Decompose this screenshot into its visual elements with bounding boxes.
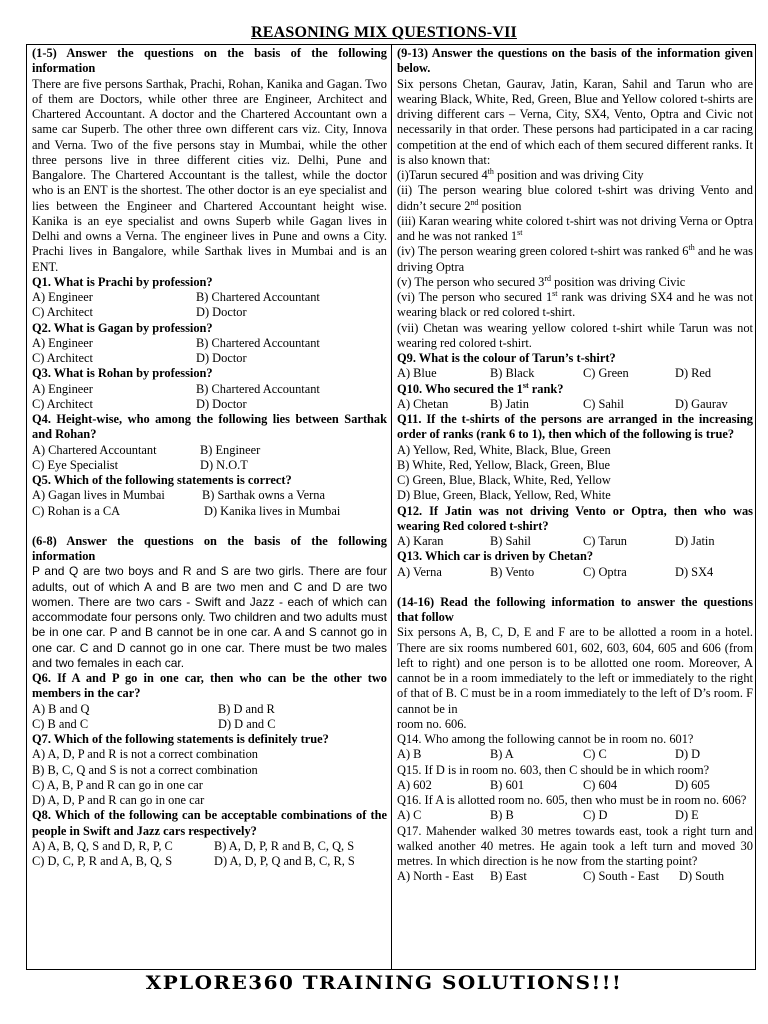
- option: C) Rohan is a CA: [32, 503, 121, 518]
- clue-3: (iii) Karan wearing white colored t-shirt was not driving Verna or Optra and he was not ranked 1st: [397, 213, 753, 243]
- question-11: Q11. If the t-shirts of the persons are arranged in the increasing order of ranks (rank 6 to 1), then which of the following is true?: [397, 412, 753, 442]
- option: D) A, D, P, Q and B, C, R, S: [214, 854, 355, 868]
- question-3-options-row1: [32, 382, 387, 397]
- question-15: Q15. If D is in room no. 603, then C should be in which room?: [397, 762, 710, 777]
- question-4: Q4. Height-wise, who among the following lies between Sarthak and Rohan?: [32, 412, 387, 442]
- question-16: Q16. If A is allotted room no. 605, then who must be in room no. 606?: [397, 793, 747, 807]
- question-2: Q2. What is Gagan by profession?: [32, 320, 213, 335]
- question-9-options: [397, 366, 753, 381]
- question-12: Q12. If Jatin was not driving Vento or Optra, then who was wearing Red colored t-shirt?: [397, 503, 753, 533]
- option: B) Chartered Accountant: [196, 335, 320, 350]
- option: A) Engineer: [32, 335, 93, 350]
- option: B) B, C, Q and S is not a correct combination: [32, 762, 258, 777]
- option: D) D and C: [218, 716, 276, 731]
- option: B) 601: [490, 777, 525, 792]
- option: C) Architect: [32, 305, 93, 320]
- option: B) Jatin: [490, 396, 529, 411]
- question-15-options: [397, 778, 753, 793]
- content-frame: [26, 44, 756, 970]
- option: B) A, D, P, R and B, C, Q, S: [214, 838, 355, 853]
- section-4-heading: (14-16) Read the following information to answer the questions that follow: [397, 594, 753, 624]
- section-3-heading: (9-13) Answer the questions on the basis of the information given below.: [397, 46, 753, 76]
- question-3-options-row2: [32, 397, 387, 412]
- question-4-options-row2: [32, 458, 387, 473]
- option: D) 605: [675, 777, 710, 792]
- option: D) Doctor: [196, 305, 247, 320]
- question-2-options-row1: [32, 336, 387, 351]
- section-1-passage: There are five persons Sarthak, Prachi, Rohan, Kanika and Gagan. Two of them are Doctors, while other three are Engineer, Architect and Chartered Accountant. A doctor and the Chartered Accountant own a same car Superb. The other three own different cars viz. City, Innova and Verna. Two of the five persons stay in Mumbai, while the other three persons live in three different cities viz. Delhi, Pune and Bangalore. The Chartered Accountant is the tallest, while the doctor who is an ENT is the shortest. The other doctor is an eye specialist and lies between the Engineer and Chartered Accountant height wise. Kanika is an eye specialist and owns Superb while Gagan lives in Delhi and owns a Verna. The engineer lives in Pune and owns a City. Prachi lives in Bangalore, while Sarthak lives in Mumbai and is an ENT.: [32, 76, 387, 274]
- clue-4: (iv) The person wearing green colored t-shirt was ranked 6th and he was driving Optra: [397, 243, 753, 274]
- option: B) Chartered Accountant: [196, 381, 320, 396]
- option: A) Yellow, Red, White, Black, Blue, Green: [397, 442, 611, 457]
- question-5-options-row1: [32, 488, 387, 503]
- question-10: Q10. Who secured the 1st rank?: [397, 380, 564, 396]
- question-1: Q1. What is Prachi by profession?: [32, 274, 213, 289]
- option: B) White, Red, Yellow, Black, Green, Blue: [397, 457, 611, 472]
- option: C) C: [583, 747, 607, 762]
- option: C) Optra: [583, 564, 627, 579]
- question-8-options-row2: [32, 854, 387, 869]
- option: A) B: [397, 747, 422, 762]
- question-8: Q8. Which of the following can be acceptable combinations of the people in Swift and Jazz cars respectively?: [32, 808, 387, 838]
- option: C) Architect: [32, 396, 93, 411]
- option: C) Sahil: [583, 396, 624, 411]
- option: D) SX4: [675, 564, 714, 579]
- question-17: Q17. Mahender walked 30 metres towards east, took a right turn and walked another 40 metres. He again took a left turn and moved 30 metres. In which direction is he now from the starting point?: [397, 823, 753, 868]
- question-17-options: [397, 869, 753, 884]
- option: D) South: [679, 869, 725, 884]
- question-12-options: [397, 534, 753, 549]
- question-3: Q3. What is Rohan by profession?: [32, 366, 213, 381]
- section-4-passage: Six persons A, B, C, D, E and F are to be allotted a room in a hotel. There are six rooms numbered 601, 602, 603, 604, 605 and 606 (from left to right) and one person is to be allotted one room. Moreover, A cannot be in a room immediately to the left or immediately to the right of that of B. C must be in a room immediately to the left of D’s room. F cannot be in: [397, 625, 753, 716]
- right-column: [392, 45, 757, 969]
- question-5: Q5. Which of the following statements is correct?: [32, 473, 292, 487]
- option: D) Gaurav: [675, 396, 728, 411]
- section-1-heading: (1-5) Answer the questions on the basis of the following information: [32, 46, 387, 76]
- option: A) A, B, Q, S and D, R, P, C: [32, 838, 173, 853]
- option: B) A: [490, 747, 514, 762]
- question-4-options-row1: [32, 443, 387, 458]
- option: A) North - East: [397, 869, 474, 884]
- option: D) Kanika lives in Mumbai: [204, 503, 341, 518]
- option: A) Engineer: [32, 381, 93, 396]
- option: C) Green, Blue, Black, White, Red, Yellow: [397, 473, 611, 487]
- question-2-options-row2: [32, 351, 387, 366]
- option: C) Tarun: [583, 534, 627, 548]
- option: A) Blue: [397, 366, 437, 381]
- question-6-options-row1: [32, 702, 387, 717]
- option: A) Chartered Accountant: [32, 442, 157, 457]
- clue-1: (i)Tarun secured 4th position and was driving City: [397, 166, 644, 182]
- option: A) Karan: [397, 534, 444, 548]
- option: D) Doctor: [196, 351, 247, 365]
- option: A) Gagan lives in Mumbai: [32, 488, 165, 503]
- option: B) Sarthak owns a Verna: [202, 488, 325, 503]
- question-16-options: [397, 808, 753, 823]
- page-title: REASONING MIX QUESTIONS-VII: [251, 24, 517, 41]
- question-14: Q14. Who among the following cannot be in room no. 601?: [397, 732, 694, 746]
- option: B) Engineer: [200, 442, 261, 457]
- question-13-options: [397, 565, 753, 580]
- option: D) N.O.T: [200, 457, 248, 472]
- clue-6: (vi) The person who secured 1st rank was driving SX4 and he was not wearing black or red colored t-shirt.: [397, 288, 753, 320]
- option: D) Jatin: [675, 534, 715, 548]
- footer-banner: XPLORE360 TRAINING SOLUTIONS!!!: [145, 972, 623, 994]
- question-5-options-row2: [32, 504, 387, 519]
- clue-7: (vii) Chetan was wearing yellow colored t-shirt while Tarun was not wearing red colored t-shirt.: [397, 320, 753, 350]
- option: D) Blue, Green, Black, Yellow, Red, White: [397, 488, 611, 503]
- question-9: Q9. What is the colour of Tarun’s t-shirt?: [397, 351, 616, 365]
- option: B) Chartered Accountant: [196, 290, 320, 304]
- question-13: Q13. Which car is driven by Chetan?: [397, 549, 594, 564]
- clue-2: (ii) The person wearing blue colored t-shirt was driving Vento and didn’t secure 2nd position: [397, 183, 753, 213]
- question-7: Q7. Which of the following statements is definitely true?: [32, 732, 329, 746]
- left-column: [27, 45, 391, 969]
- question-8-options-row1: [32, 839, 387, 854]
- clue-5: (v) The person who secured 3rd position was driving Civic: [397, 273, 686, 289]
- question-1-options-row2: [32, 305, 387, 320]
- option: C) B and C: [32, 716, 89, 731]
- section-2-passage: P and Q are two boys and R and S are two girls. There are four adults, out of which A and B are two men and C and D are two women. There are two cars - Swift and Jazz - each of which can accommodate four persons only. Two children and two adults must be in one car. P and B cannot be in one car. A and S cannot go in one car. C and D cannot go in one car. There must be two males and two females in each car.: [32, 564, 387, 670]
- option: A) Verna: [397, 564, 442, 579]
- option: C) Architect: [32, 351, 93, 365]
- question-6-options-row2: [32, 717, 387, 732]
- question-10-options: [397, 397, 753, 412]
- question-1-options-row1: [32, 290, 387, 305]
- question-6: Q6. If A and P go in one car, then who can be the other two members in the car?: [32, 671, 387, 701]
- option: C) D: [583, 808, 608, 823]
- option: D) A, D, P and R can go in one car: [32, 793, 205, 807]
- option: A) B and Q: [32, 701, 90, 716]
- option: D) E: [675, 808, 699, 823]
- option: B) D and R: [218, 701, 275, 716]
- option: B) Sahil: [490, 534, 531, 548]
- option: B) Black: [490, 366, 535, 381]
- option: A) 602: [397, 777, 432, 792]
- option: C) Eye Specialist: [32, 457, 119, 472]
- section-2-heading: (6-8) Answer the questions on the basis of the following information: [32, 533, 387, 563]
- option: C) A, B, P and R can go in one car: [32, 777, 203, 792]
- option: A) Engineer: [32, 290, 93, 304]
- option: D) D: [675, 747, 701, 762]
- option: A) A, D, P and R is not a correct combination: [32, 747, 258, 762]
- question-14-options: [397, 747, 753, 762]
- option: B) B: [490, 808, 514, 823]
- option: C) D, C, P, R and A, B, Q, S: [32, 854, 173, 868]
- option: B) Vento: [490, 564, 535, 579]
- option: D) Doctor: [196, 396, 247, 411]
- option: A) C: [397, 808, 422, 823]
- section-4-passage-tail: room no. 606.: [397, 716, 467, 731]
- option: C) Green: [583, 366, 629, 381]
- option: B) East: [490, 869, 527, 884]
- option: D) Red: [675, 366, 712, 381]
- option: A) Chetan: [397, 396, 449, 411]
- section-3-passage: Six persons Chetan, Gaurav, Jatin, Karan, Sahil and Tarun who are wearing Black, White, Red, Green, Blue and Yellow colored t-shirts are driving different cars – Verna, City, SX4, Vento, Optra and Civic not necessarily in that order. These persons had participated in a car racing competition at the end of which each of them secured different ranks. It is also known that:: [397, 76, 753, 167]
- option: C) 604: [583, 777, 618, 792]
- option: C) South - East: [583, 869, 660, 884]
